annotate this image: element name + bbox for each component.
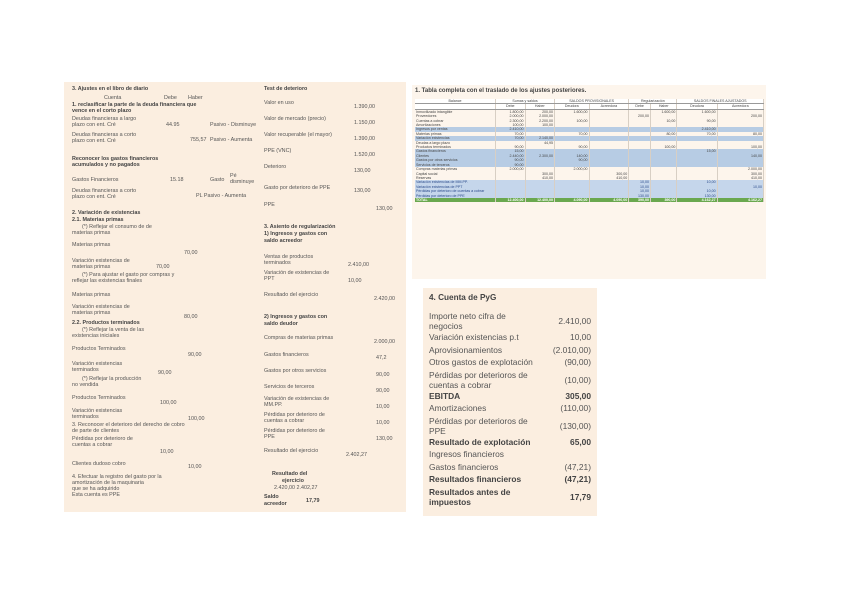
entry-title: acumulados y no pagados xyxy=(72,162,140,168)
amount-cell: 15,00 xyxy=(496,149,526,153)
amount-cell: 70,00 xyxy=(555,132,589,136)
row-value: 47,2 xyxy=(376,355,387,361)
account-label: Materias primas xyxy=(72,242,111,248)
amount-cell: 2.000,00 xyxy=(496,167,526,171)
header-cell: Haber xyxy=(651,104,677,109)
account-label: terminados xyxy=(72,367,99,373)
pyg-row-label: Resultados antes de xyxy=(429,486,511,497)
account-label: Gastos Financieros xyxy=(72,177,119,183)
amount-cell: 12.400,00 xyxy=(525,198,555,202)
result-label: ejercicio xyxy=(282,478,304,484)
row-label: Variación de existencias de xyxy=(264,270,330,276)
table-row xyxy=(415,198,764,202)
account-name-cell: Capital social xyxy=(415,172,496,176)
result-label: Resultado del xyxy=(272,471,308,477)
amount-cell: 12.400,00 xyxy=(496,198,526,202)
sheet-title: 1. Tabla completa con el traslado de los ajustes posteriores. xyxy=(415,88,587,94)
amount-cell: 390,00 xyxy=(629,198,651,202)
amount-cell: 200,00 xyxy=(525,109,555,114)
row-label: PPT xyxy=(264,276,275,282)
amount-cell: 4.090,00 xyxy=(555,198,589,202)
amount-cell: 10,00 xyxy=(717,185,763,189)
row-value: 10,00 xyxy=(376,420,390,426)
pyg-row-value: 2.410,00 xyxy=(558,316,591,326)
row-value: 90,00 xyxy=(376,372,390,378)
trial-balance-table xyxy=(415,99,764,202)
pyg-row-value: (47,21) xyxy=(564,474,591,484)
pyg-row-label: Amortizaciones xyxy=(429,403,487,413)
row-value: 130,00 xyxy=(354,168,371,174)
pyg-row-value: 17,79 xyxy=(570,491,591,502)
account-label: Variación existencias de xyxy=(72,258,130,264)
closing-title: 1) Ingresos y gastos con xyxy=(264,231,328,237)
header-cell: Deudora xyxy=(677,104,717,109)
table-body xyxy=(415,109,764,202)
pyg-row-value: 10,00 xyxy=(570,332,591,342)
account-label: Pérdidas por deterioro de xyxy=(72,436,133,442)
account-name-cell: TOTAL xyxy=(415,198,496,202)
account-note: Gasto xyxy=(210,177,225,183)
amount-cell: 1.800,00 xyxy=(496,109,526,114)
row-label: Ventas de productos xyxy=(264,254,314,260)
amount-cell: 2.440,00 xyxy=(496,154,526,158)
amount-cell: 2.300,00 xyxy=(525,154,555,158)
note: reflejar las existencias finales xyxy=(72,278,143,284)
subsection-title: 2.1. Materias primas xyxy=(72,217,124,223)
account-name-cell: Deudas a largo plazo xyxy=(415,141,496,145)
debit-value: 10,00 xyxy=(160,449,174,455)
row-label: Gastos financieros xyxy=(264,352,309,358)
account-label: plazo con ent. Cré xyxy=(72,138,116,144)
row-label: PPE xyxy=(264,434,275,440)
row-label: Pérdidas por deterioro de xyxy=(264,412,325,418)
amount-cell: 90,00 xyxy=(496,163,526,167)
amount-cell: 44,95 xyxy=(525,141,555,145)
account-label: Productos Terminados xyxy=(72,395,126,401)
pyg-row-label: impuestos xyxy=(429,496,471,507)
row-label: Valor de mercado (precio) xyxy=(264,116,326,122)
amount-cell: 80,00 xyxy=(651,132,677,136)
debit-value: 15.18 xyxy=(170,177,184,183)
amount-cell: 10,00 xyxy=(629,185,651,189)
account-label: Variación existencias xyxy=(72,361,123,367)
row-value: 130,00 xyxy=(376,206,393,212)
row-value: 130,00 xyxy=(354,188,371,194)
account-name-cell: Servicios de terceros xyxy=(415,163,496,167)
credit-value: 70,00 xyxy=(156,264,170,270)
account-name-cell: Compras materias primas xyxy=(415,167,496,171)
closing-title: saldo acreedor xyxy=(264,238,303,244)
col-header-debe: Debe xyxy=(164,95,177,101)
row-value: 1.520,00 xyxy=(354,152,375,158)
entry-title: vence en el corto plazo xyxy=(72,108,132,114)
amount-cell: 100,00 xyxy=(496,123,526,127)
pyg-row-value: (47,21) xyxy=(564,461,591,472)
pyg-row-label: PPE xyxy=(429,425,446,436)
amount-cell: 2.140,00 xyxy=(525,136,555,140)
note: no vendida xyxy=(72,382,99,388)
amount-cell: 10,00 xyxy=(651,119,677,123)
note: Esta cuenta es PPE xyxy=(72,492,120,498)
note: de parte de clientes xyxy=(72,428,120,434)
pyg-row-label: Importe neto cifra de xyxy=(429,311,506,321)
amount-cell: 2.000,00 xyxy=(496,114,526,118)
account-name-cell: Pérdidas por deterioro de PPE xyxy=(415,194,496,198)
row-value: 1.390,00 xyxy=(354,104,375,110)
row-label: Resultado del ejercicio xyxy=(264,448,319,454)
amount-cell: 140,00 xyxy=(555,154,589,158)
note: (*) Para ajustar el gasto por compras y xyxy=(82,272,175,278)
amount-cell: 15,00 xyxy=(677,149,717,153)
row-label: Resultado del ejercicio xyxy=(264,292,319,298)
amount-cell: 10,00 xyxy=(677,189,717,193)
account-name-cell: Variación existencias de PPT xyxy=(415,185,496,189)
closing-title: saldo deudor xyxy=(264,321,298,327)
account-label: Deudas financieras a corto xyxy=(72,188,137,194)
result-figures: 2.420,00 2.402,27 xyxy=(274,485,318,491)
amount-cell: 140,00 xyxy=(717,154,763,158)
account-note: Pé xyxy=(230,173,237,179)
closing-title: 3. Asiento de regularización xyxy=(264,224,336,230)
pyg-row-label: Otros gastos de explotación xyxy=(429,357,533,367)
account-name-cell: Productos terminados xyxy=(415,145,496,149)
amount-cell: 90,00 xyxy=(496,158,526,162)
pyg-title: 4. Cuenta de PyG xyxy=(429,293,497,302)
journal-adjustments-panel xyxy=(64,82,406,512)
amount-cell: 300,00 xyxy=(717,172,763,176)
credit-value: 90,00 xyxy=(158,370,172,376)
entry-title: 1. reclasificar la parte de la deuda financiera que xyxy=(72,102,197,108)
amount-cell: 10,00 xyxy=(629,180,651,184)
amount-cell: 80,00 xyxy=(717,132,763,136)
row-value: 1.150,00 xyxy=(354,120,375,126)
account-label: plazo con ent. Cré xyxy=(72,194,116,200)
header-cell: Regularización xyxy=(629,99,677,104)
pyg-row-value: (110,00) xyxy=(560,403,591,413)
amount-cell: 100,00 xyxy=(651,145,677,149)
account-name-cell: Variación existencias de MM.PP. xyxy=(415,180,496,184)
account-name-cell: Clientes xyxy=(415,154,496,158)
account-name-cell: Materias primas xyxy=(415,132,496,136)
amount-cell: 1.600,00 xyxy=(651,109,677,114)
pyg-row-label: Resultado de explotación xyxy=(429,436,531,447)
pyg-row-value: (90,00) xyxy=(564,357,591,367)
note: (*) Reflejar la venta de las xyxy=(82,327,145,333)
pyg-row-label: Pérdidas por deterioros de xyxy=(429,369,528,380)
pyg-row-label: cuentas a cobrar xyxy=(429,379,492,390)
amount-cell: 90,00 xyxy=(677,119,717,123)
pyg-row-label: Resultados financieros xyxy=(429,474,522,484)
row-label: Pérdidas por deterioro de xyxy=(264,428,325,434)
pyg-row-label: Ingresos financieros xyxy=(429,449,504,459)
pyg-row-value: (10,00) xyxy=(564,374,591,385)
pyg-row-label: Pérdidas por deterioros de xyxy=(429,415,528,426)
amount-cell: 410,00 xyxy=(525,176,555,180)
row-value: 10,00 xyxy=(348,278,362,284)
account-label: Variación existencias xyxy=(72,408,123,414)
credit-value: 10,00 xyxy=(188,464,202,470)
header-cell: Debe xyxy=(496,104,526,109)
header-cell: SALDOS FINALES AJUSTADOS xyxy=(677,99,764,104)
amount-cell: 300,00 xyxy=(525,172,555,176)
account-name-cell: Proveedores xyxy=(415,114,496,118)
result-label: acreedor xyxy=(264,501,287,507)
debit-value: 44.95 xyxy=(166,122,180,128)
account-note: disminuye xyxy=(230,179,255,185)
amount-cell: 100,00 xyxy=(717,145,763,149)
header-cell: Deudora xyxy=(555,104,589,109)
header-cell: Acreedora xyxy=(589,104,629,109)
amount-cell: 410,00 xyxy=(717,176,763,180)
row-label: MM.PP. xyxy=(264,402,283,408)
section-title: 3. Ajustes en el libro de diario xyxy=(72,86,149,92)
row-value: 2.402,27 xyxy=(346,452,367,458)
debit-value: 90,00 xyxy=(188,352,202,358)
amount-cell: 200,00 xyxy=(717,114,763,118)
account-label: Deudas financieras a corto xyxy=(72,132,137,138)
amount-cell: 2.410,00 xyxy=(496,127,526,131)
debit-value: 100,00 xyxy=(160,400,177,406)
note: materias primas xyxy=(72,230,111,236)
row-value: 2.000,00 xyxy=(374,339,395,345)
account-label: materias primas xyxy=(72,264,111,270)
row-value: 2.410,00 xyxy=(348,262,369,268)
amount-cell: 4.162,27 xyxy=(677,198,717,202)
row-label: cuentas a cobrar xyxy=(264,418,305,424)
header-cell: Haber xyxy=(525,104,555,109)
account-name-cell: Variación existencias xyxy=(415,136,496,140)
pyg-row-label: negocios xyxy=(429,321,463,331)
account-name-cell: Gastos financieros xyxy=(415,149,496,153)
pyg-row-value: (130,00) xyxy=(559,420,591,431)
amount-cell: 10,00 xyxy=(677,180,717,184)
amount-cell: 200,00 xyxy=(629,114,651,118)
amount-cell: 90,00 xyxy=(555,158,589,162)
amount-cell: 70,00 xyxy=(496,136,526,140)
pyg-row-value: 305,00 xyxy=(565,390,591,401)
row-label: Gasto por deterioro de PPE xyxy=(264,185,331,191)
amount-cell: 130,00 xyxy=(629,194,651,198)
amount-cell: 90,00 xyxy=(496,145,526,149)
note: (*) Reflejar el consumo de de xyxy=(82,224,152,230)
credit-value: 100,00 xyxy=(188,416,205,422)
row-value: 90,00 xyxy=(376,388,390,394)
account-label: materias primas xyxy=(72,310,111,316)
row-label: Valor recuperable (el mayor) xyxy=(264,132,332,138)
amount-cell: 4.090,00 xyxy=(589,198,629,202)
row-value: 1.390,00 xyxy=(354,136,375,142)
account-note: Pasivo - Disminuye xyxy=(210,122,257,128)
header-cell: Debe xyxy=(629,104,651,109)
account-label: Productos Terminados xyxy=(72,346,126,352)
profit-loss-panel xyxy=(423,288,597,516)
account-name-cell: Amortizaciones xyxy=(415,123,496,127)
account-note: Pasivo - Aumenta xyxy=(210,137,253,143)
credit-value: 80,00 xyxy=(184,314,198,320)
amount-cell: 390,00 xyxy=(651,198,677,202)
row-value: 10,00 xyxy=(376,404,390,410)
amount-cell: 1.600,00 xyxy=(555,109,589,114)
col-header-haber: Haber xyxy=(188,95,203,101)
account-name-cell: Gastos por otros servicios xyxy=(415,158,496,162)
header-cell: SALDOS PROVISIONALES xyxy=(555,99,629,104)
note: 3. Reconocer el deterioro del derecho de cobro xyxy=(72,422,185,428)
note: existencias iniciales xyxy=(72,333,120,339)
account-label: Clientes dudoso cobro xyxy=(72,461,126,467)
row-value: 2.420,00 xyxy=(374,296,395,302)
amount-cell: 2.300,00 xyxy=(496,119,526,123)
row-label: Servicios de terceros xyxy=(264,384,315,390)
result-label: Saldo xyxy=(264,494,279,500)
account-label: cuentas a cobrar xyxy=(72,442,113,448)
section-title: 2. Variación de existencias xyxy=(72,210,141,216)
pyg-row-label: Gastos financieros xyxy=(429,461,499,472)
row-label: PPE xyxy=(264,202,275,208)
closing-title: 2) Ingresos y gastos con xyxy=(264,314,328,320)
row-label: Variación de existencias de xyxy=(264,396,330,402)
account-name-cell: Reservas xyxy=(415,176,496,180)
amount-cell: 2.410,00 xyxy=(677,127,717,131)
amount-cell: 2.000,00 xyxy=(525,114,555,118)
account-name-cell: Pérdidas por deterioro de cuentas a cobrar xyxy=(415,189,496,193)
amount-cell: 4.162,27 xyxy=(717,198,763,202)
note: (*) Reflejar la producción xyxy=(82,376,142,382)
account-label: plazo con ent. Cré xyxy=(72,122,116,128)
pyg-row-label: EBITDA xyxy=(429,390,461,401)
amount-cell: 2.000,00 xyxy=(555,167,589,171)
note: amortización de la maquinaria xyxy=(72,480,144,486)
pyg-row-label: Aprovisionamientos xyxy=(429,344,503,355)
account-name-cell: Ingresos por ventas xyxy=(415,127,496,131)
header-cell: Balance xyxy=(415,99,496,104)
row-label: Deterioro xyxy=(264,164,287,170)
header-cell: Acreedora xyxy=(717,104,763,109)
debit-value: 70,00 xyxy=(184,250,198,256)
amount-cell: 100,00 xyxy=(525,123,555,127)
amount-cell: 100,00 xyxy=(555,119,589,123)
row-value: 130,00 xyxy=(376,436,393,442)
account-label: terminados xyxy=(72,414,99,420)
amount-cell: 10,00 xyxy=(629,189,651,193)
row-label: Gastos por otros servicios xyxy=(264,368,327,374)
row-label: Valor en uso xyxy=(264,100,294,106)
amount-cell: 300,00 xyxy=(589,172,629,176)
row-label: terminados xyxy=(264,260,291,266)
pyg-row-value: (2.010,00) xyxy=(552,344,591,355)
account-label: Materias primas xyxy=(72,292,111,298)
amount-cell: 1.600,00 xyxy=(677,109,717,114)
amount-cell: 70,00 xyxy=(496,132,526,136)
col-header-cuenta: Cuenta xyxy=(104,95,122,101)
account-label: Variación existencias de xyxy=(72,304,130,310)
amount-cell: 2.200,00 xyxy=(525,119,555,123)
amount-cell: 90,00 xyxy=(555,145,589,149)
header-cell: Sumas y saldos xyxy=(496,99,555,104)
result-value: 17,79 xyxy=(306,498,320,504)
subsection-title: 2.2. Productos terminados xyxy=(72,320,140,326)
account-name-cell: Inmovilizado intangible xyxy=(415,109,496,114)
impairment-test-title: Test de deterioro xyxy=(264,86,308,92)
account-name-cell: Cuentas a cobrar xyxy=(415,119,496,123)
note: 4. Efectuar la registro del gasto por la xyxy=(72,474,162,480)
pyg-row-value: 65,00 xyxy=(570,436,591,447)
entry-title: Reconocer los gastos financieros xyxy=(72,156,159,162)
credit-value: 755,57 xyxy=(190,137,207,143)
amount-cell: 410,00 xyxy=(589,176,629,180)
note: que se ha adquirido xyxy=(72,486,120,492)
pyg-row-label: Variación existencias p.t xyxy=(429,332,519,342)
amount-cell: 2.000,00 xyxy=(717,167,763,171)
row-label: PPE (VNC) xyxy=(264,148,292,154)
account-note: PL Pasivo - Aumenta xyxy=(196,193,247,199)
amount-cell: 130,00 xyxy=(677,194,717,198)
trial-balance-sheet xyxy=(412,85,766,279)
account-label: Deudas financieras a largo xyxy=(72,116,137,122)
row-label: Compras de materias primas xyxy=(264,335,334,341)
amount-cell: 70,00 xyxy=(677,132,717,136)
